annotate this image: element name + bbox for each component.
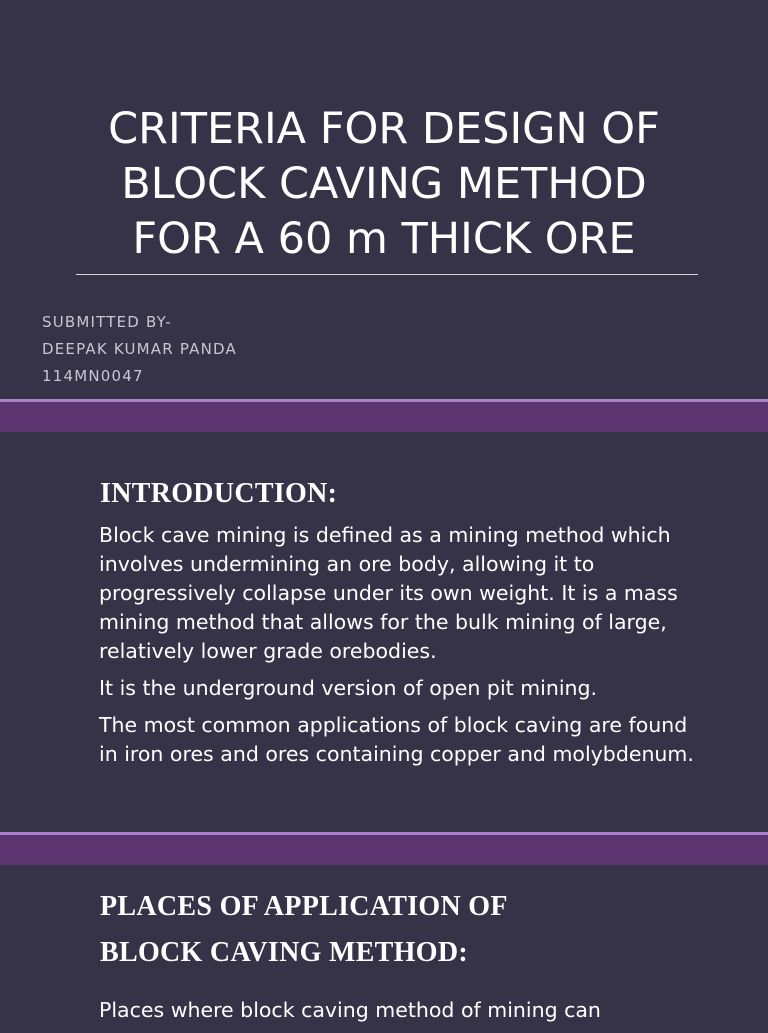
- title-line-3: FOR A 60 m THICK ORE: [132, 214, 636, 264]
- slide-title: [40, 102, 728, 267]
- title-line-2: BLOCK CAVING METHOD: [121, 159, 647, 209]
- author-name: DEEPAK KUMAR PANDA: [42, 340, 237, 358]
- submission-info: [42, 309, 237, 390]
- places-heading-line-1: PLACES OF APPLICATION OF: [100, 891, 508, 922]
- introduction-heading: INTRODUCTION:: [100, 478, 338, 509]
- title-slide: [0, 0, 768, 400]
- places-heading-line-2: BLOCK CAVING METHOD:: [100, 937, 468, 968]
- submitted-by-label: SUBMITTED BY-: [42, 313, 172, 331]
- slide-divider: [0, 399, 768, 432]
- intro-paragraph-2: It is the underground version of open pit mining.: [99, 676, 598, 700]
- divider-edge: [0, 399, 768, 402]
- intro-paragraph-3: The most common applications of block caving are found in iron ores and ores containing copper and molybdenum.: [99, 713, 694, 766]
- places-paragraph: Places where block caving method of mining can: [99, 998, 601, 1022]
- title-underline: [76, 274, 698, 275]
- introduction-body: [99, 521, 709, 777]
- roll-number: 114MN0047: [42, 367, 144, 385]
- places-heading: [100, 884, 508, 976]
- divider-edge: [0, 832, 768, 835]
- slide-divider: [0, 832, 768, 865]
- title-line-1: CRITERIA FOR DESIGN OF: [108, 104, 660, 154]
- intro-paragraph-1: Block cave mining is defined as a mining method which involves undermining an ore body, allowing it to progressively collapse under its own weight. It is a mass mining method that allows for the bulk mining of large, relatively lower grade orebodies.: [99, 523, 678, 663]
- places-body: [99, 996, 709, 1033]
